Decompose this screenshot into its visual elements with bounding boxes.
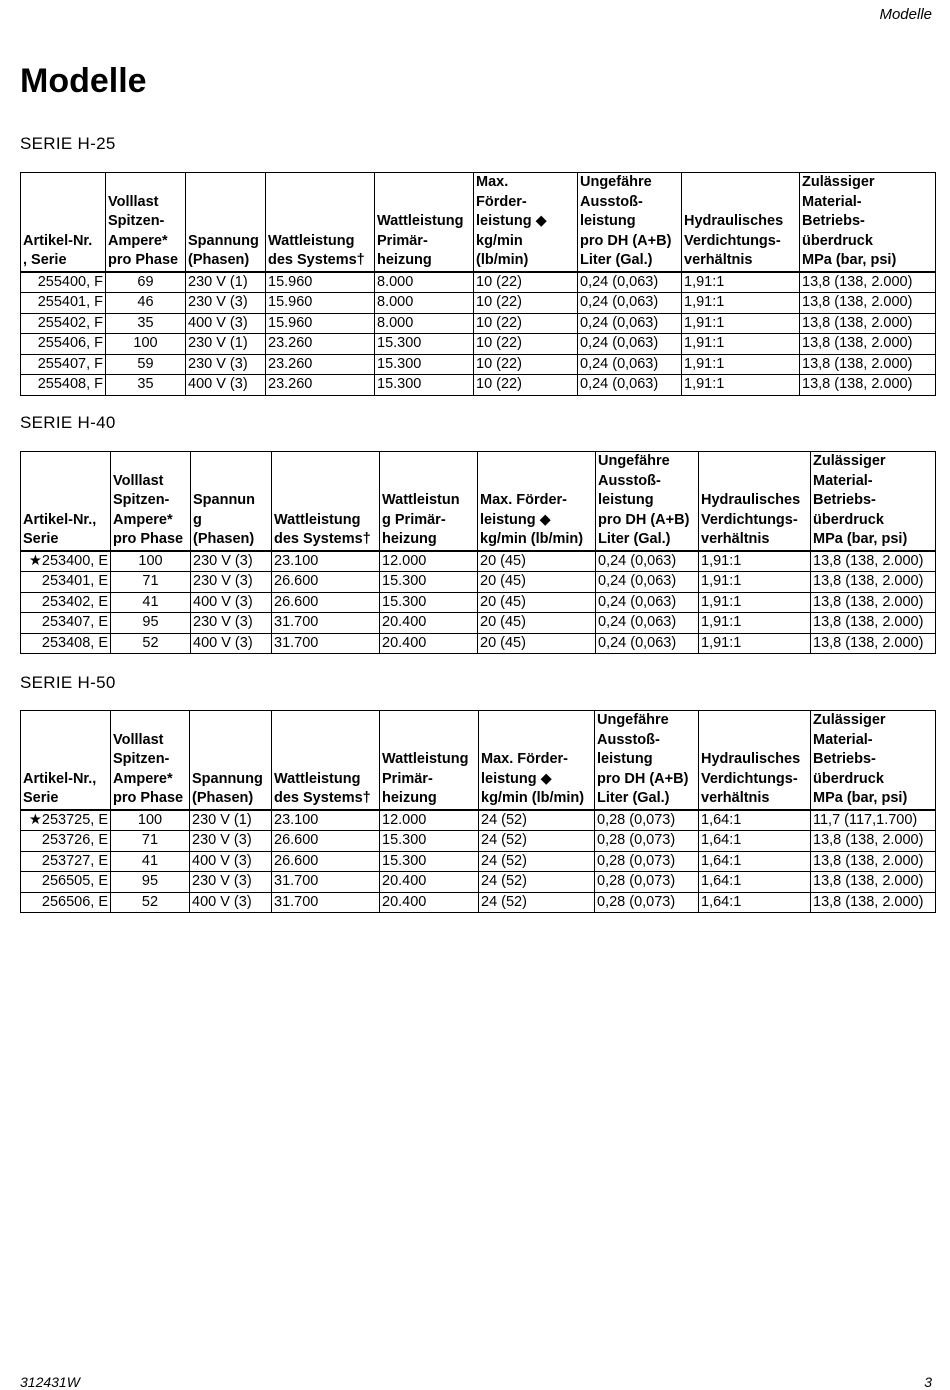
header-line: Hydraulisches	[684, 213, 784, 230]
cell-max-pressure: 13,8 (138, 2.000)	[800, 354, 936, 375]
cell-max-output: 20 (45)	[478, 633, 596, 654]
header-line: Zulässiger	[813, 453, 886, 469]
header-line: Wattleistung	[274, 770, 361, 787]
cell-peak-amps: 71	[111, 831, 190, 852]
header-line: g Primär-	[382, 511, 446, 528]
table-row	[21, 892, 936, 913]
header-line: , Serie	[23, 252, 67, 269]
cell-max-output: 10 (22)	[474, 375, 578, 396]
column-header-output-per-cycle	[596, 452, 699, 551]
header-line: kg/min (lb/min)	[481, 790, 585, 807]
cell-system-wattage: 23.100	[272, 810, 380, 831]
header-line: Max.	[476, 174, 509, 190]
cell-article-no: 255401, F	[21, 293, 106, 314]
table-row	[21, 572, 936, 593]
cell-voltage: 230 V (1)	[190, 810, 272, 831]
table-row	[21, 851, 936, 872]
header-line: MPa (bar, psi)	[802, 252, 897, 269]
header-line: Artikel-Nr.,	[23, 511, 97, 528]
header-line: leistung	[580, 213, 636, 230]
header-line: Serie	[23, 531, 59, 548]
header-line: Ungefähre	[580, 174, 652, 190]
table-header-row	[21, 173, 936, 272]
cell-max-pressure: 13,8 (138, 2.000)	[800, 293, 936, 314]
table-row	[21, 334, 936, 355]
column-header-article-no	[21, 452, 111, 551]
table-header-row	[21, 711, 936, 810]
cell-article-no: 253727, E	[21, 851, 111, 872]
cell-peak-amps: 100	[106, 334, 186, 355]
table-serie-h40	[20, 451, 936, 654]
column-header-peak-amps	[111, 711, 190, 810]
table-row	[21, 313, 936, 334]
column-header-max-output	[479, 711, 595, 810]
header-line: Spannun	[193, 492, 256, 509]
cell-peak-amps: 69	[106, 272, 186, 293]
header-line: (Phasen)	[193, 531, 255, 548]
cell-voltage: 400 V (3)	[186, 313, 266, 334]
cell-max-output: 24 (52)	[479, 810, 595, 831]
header-line: Spannung	[192, 770, 263, 787]
header-line: heizung	[382, 790, 437, 807]
header-line: Förder-	[476, 193, 527, 210]
header-line: Verdichtungs-	[701, 511, 798, 528]
cell-system-wattage: 26.600	[272, 572, 380, 593]
cell-compression-ratio: 1,91:1	[699, 551, 811, 572]
cell-peak-amps: 52	[111, 633, 191, 654]
header-line: Wattleistun	[382, 492, 460, 509]
cell-max-output: 24 (52)	[479, 892, 595, 913]
cell-output-per-cycle: 0,24 (0,063)	[596, 551, 699, 572]
cell-output-per-cycle: 0,28 (0,073)	[595, 892, 699, 913]
cell-compression-ratio: 1,91:1	[682, 334, 800, 355]
cell-compression-ratio: 1,64:1	[699, 872, 811, 893]
cell-max-output: 24 (52)	[479, 851, 595, 872]
cell-output-per-cycle: 0,28 (0,073)	[595, 872, 699, 893]
cell-max-pressure: 13,8 (138, 2.000)	[800, 375, 936, 396]
cell-max-output: 10 (22)	[474, 354, 578, 375]
series-title-h40: SERIE H-40	[20, 413, 116, 432]
running-header: Modelle	[879, 6, 932, 23]
header-line: Max. Förder-	[480, 492, 568, 509]
cell-compression-ratio: 1,91:1	[682, 272, 800, 293]
column-header-article-no	[21, 711, 111, 810]
cell-article-no: 253407, E	[21, 613, 111, 634]
cell-voltage: 230 V (3)	[186, 293, 266, 314]
cell-output-per-cycle: 0,28 (0,073)	[595, 810, 699, 831]
cell-article-no: 256505, E	[21, 872, 111, 893]
header-line: Material-	[813, 731, 873, 748]
cell-peak-amps: 46	[106, 293, 186, 314]
table-row	[21, 375, 936, 396]
column-header-peak-amps	[111, 452, 191, 551]
cell-output-per-cycle: 0,24 (0,063)	[596, 633, 699, 654]
cell-max-pressure: 13,8 (138, 2.000)	[811, 613, 936, 634]
header-line: MPa (bar, psi)	[813, 790, 908, 807]
header-line: Spitzen-	[113, 492, 170, 509]
cell-system-wattage: 31.700	[272, 872, 380, 893]
cell-peak-amps: 41	[111, 592, 191, 613]
header-line: Liter (Gal.)	[580, 252, 653, 269]
cell-max-pressure: 13,8 (138, 2.000)	[811, 592, 936, 613]
cell-article-no: 255402, F	[21, 313, 106, 334]
column-header-primary-heater-wattage	[380, 452, 478, 551]
cell-max-output: 10 (22)	[474, 313, 578, 334]
column-header-voltage	[190, 711, 272, 810]
header-line: Ungefähre	[598, 453, 670, 469]
header-line: überdruck	[813, 770, 884, 787]
cell-compression-ratio: 1,91:1	[699, 572, 811, 593]
cell-article-no: 253402, E	[21, 592, 111, 613]
cell-voltage: 230 V (3)	[191, 613, 272, 634]
header-line: Hydraulisches	[701, 492, 801, 509]
cell-max-output: 20 (45)	[478, 592, 596, 613]
column-header-max-pressure	[800, 173, 936, 272]
cell-output-per-cycle: 0,24 (0,063)	[578, 313, 682, 334]
cell-max-output: 10 (22)	[474, 272, 578, 293]
cell-system-wattage: 23.260	[266, 354, 375, 375]
column-header-compression-ratio	[682, 173, 800, 272]
cell-max-pressure: 13,8 (138, 2.000)	[811, 892, 936, 913]
cell-compression-ratio: 1,91:1	[682, 354, 800, 375]
header-line: Liter (Gal.)	[598, 531, 671, 548]
header-line: leistung ◆	[476, 213, 547, 230]
cell-output-per-cycle: 0,24 (0,063)	[596, 592, 699, 613]
column-header-output-per-cycle	[578, 173, 682, 272]
cell-voltage: 400 V (3)	[191, 633, 272, 654]
cell-article-no: 255406, F	[21, 334, 106, 355]
column-header-system-wattage	[266, 173, 375, 272]
cell-system-wattage: 26.600	[272, 851, 380, 872]
cell-max-pressure: 13,8 (138, 2.000)	[811, 851, 936, 872]
cell-system-wattage: 26.600	[272, 831, 380, 852]
cell-max-output: 24 (52)	[479, 831, 595, 852]
cell-system-wattage: 31.700	[272, 633, 380, 654]
header-line: Betriebs-	[813, 492, 876, 509]
header-line: des Systems†	[274, 531, 371, 548]
header-line: pro Phase	[108, 252, 179, 269]
cell-voltage: 230 V (3)	[190, 872, 272, 893]
table-row	[21, 831, 936, 852]
table-row	[21, 293, 936, 314]
series-title-h25: SERIE H-25	[20, 134, 116, 153]
header-line: Betriebs-	[802, 213, 865, 230]
cell-system-wattage: 15.960	[266, 313, 375, 334]
header-line: pro DH (A+B)	[597, 770, 689, 787]
cell-system-wattage: 23.100	[272, 551, 380, 572]
cell-max-pressure: 13,8 (138, 2.000)	[800, 313, 936, 334]
column-header-max-output	[478, 452, 596, 551]
cell-voltage: 230 V (3)	[190, 831, 272, 852]
cell-compression-ratio: 1,91:1	[699, 592, 811, 613]
cell-system-wattage: 15.960	[266, 293, 375, 314]
header-line: leistung ◆	[481, 770, 552, 787]
cell-max-output: 10 (22)	[474, 334, 578, 355]
cell-max-pressure: 13,8 (138, 2.000)	[800, 272, 936, 293]
cell-primary-heater-wattage: 12.000	[380, 551, 478, 572]
header-line: (Phasen)	[188, 252, 250, 269]
table-row	[21, 551, 936, 572]
column-header-primary-heater-wattage	[375, 173, 474, 272]
header-line: Ausstoß-	[598, 472, 661, 489]
cell-peak-amps: 95	[111, 613, 191, 634]
cell-peak-amps: 100	[111, 551, 191, 572]
cell-primary-heater-wattage: 20.400	[380, 613, 478, 634]
cell-peak-amps: 71	[111, 572, 191, 593]
header-line: Wattleistung	[268, 232, 355, 249]
cell-primary-heater-wattage: 15.300	[380, 592, 478, 613]
cell-compression-ratio: 1,91:1	[682, 375, 800, 396]
cell-system-wattage: 26.600	[272, 592, 380, 613]
cell-peak-amps: 59	[106, 354, 186, 375]
cell-max-output: 20 (45)	[478, 572, 596, 593]
header-line: Artikel-Nr.,	[23, 770, 97, 787]
header-line: Artikel-Nr.	[23, 232, 93, 249]
column-header-primary-heater-wattage	[380, 711, 479, 810]
column-header-max-pressure	[811, 452, 936, 551]
cell-primary-heater-wattage: 8.000	[375, 272, 474, 293]
header-line: Spitzen-	[108, 213, 165, 230]
cell-primary-heater-wattage: 12.000	[380, 810, 479, 831]
header-line: verhältnis	[701, 790, 770, 807]
cell-max-pressure: 13,8 (138, 2.000)	[811, 872, 936, 893]
cell-voltage: 400 V (3)	[191, 592, 272, 613]
cell-output-per-cycle: 0,24 (0,063)	[578, 293, 682, 314]
cell-article-no: 256506, E	[21, 892, 111, 913]
header-line: leistung	[597, 751, 653, 768]
cell-compression-ratio: 1,91:1	[699, 633, 811, 654]
header-line: Material-	[802, 193, 862, 210]
cell-output-per-cycle: 0,28 (0,073)	[595, 831, 699, 852]
cell-voltage: 230 V (3)	[191, 551, 272, 572]
header-line: Ampere*	[108, 232, 168, 249]
cell-output-per-cycle: 0,24 (0,063)	[596, 572, 699, 593]
column-header-system-wattage	[272, 711, 380, 810]
header-line: Spannung	[188, 232, 259, 249]
cell-primary-heater-wattage: 15.300	[380, 572, 478, 593]
column-header-max-pressure	[811, 711, 936, 810]
header-line: überdruck	[813, 511, 884, 528]
table-row	[21, 633, 936, 654]
header-line: Spitzen-	[113, 751, 170, 768]
cell-article-no: 253726, E	[21, 831, 111, 852]
series-title-h50: SERIE H-50	[20, 673, 116, 692]
header-line: pro DH (A+B)	[580, 232, 672, 249]
cell-system-wattage: 15.960	[266, 272, 375, 293]
cell-max-pressure: 13,8 (138, 2.000)	[811, 633, 936, 654]
column-header-peak-amps	[106, 173, 186, 272]
cell-voltage: 230 V (3)	[186, 354, 266, 375]
header-line: des Systems†	[274, 790, 371, 807]
header-line: Verdichtungs-	[701, 770, 798, 787]
column-header-voltage	[191, 452, 272, 551]
header-line: Wattleistung	[377, 213, 464, 230]
header-line: Zulässiger	[802, 174, 875, 190]
header-line: Primär-	[382, 770, 433, 787]
page-title: Modelle	[20, 62, 147, 100]
cell-max-output: 10 (22)	[474, 293, 578, 314]
table-header-row	[21, 452, 936, 551]
table-row	[21, 272, 936, 293]
cell-primary-heater-wattage: 8.000	[375, 313, 474, 334]
cell-voltage: 400 V (3)	[190, 892, 272, 913]
column-header-voltage	[186, 173, 266, 272]
cell-primary-heater-wattage: 20.400	[380, 872, 479, 893]
cell-primary-heater-wattage: 15.300	[375, 354, 474, 375]
header-line: (lb/min)	[476, 252, 529, 269]
cell-peak-amps: 35	[106, 375, 186, 396]
header-line: Primär-	[377, 232, 428, 249]
table-row	[21, 810, 936, 831]
header-line: pro Phase	[113, 790, 184, 807]
cell-max-pressure: 13,8 (138, 2.000)	[811, 831, 936, 852]
cell-primary-heater-wattage: 20.400	[380, 892, 479, 913]
cell-article-no: ★253400, E	[21, 551, 111, 572]
cell-output-per-cycle: 0,24 (0,063)	[578, 334, 682, 355]
table-row	[21, 354, 936, 375]
cell-max-pressure: 13,8 (138, 2.000)	[800, 334, 936, 355]
header-line: Volllast	[108, 193, 159, 210]
cell-article-no: 253408, E	[21, 633, 111, 654]
header-line: pro Phase	[113, 531, 184, 548]
header-line: leistung	[598, 492, 654, 509]
cell-compression-ratio: 1,91:1	[682, 313, 800, 334]
cell-primary-heater-wattage: 15.300	[380, 831, 479, 852]
cell-max-output: 24 (52)	[479, 872, 595, 893]
header-line: Hydraulisches	[701, 751, 801, 768]
cell-voltage: 230 V (1)	[186, 334, 266, 355]
header-line: heizung	[382, 531, 437, 548]
cell-max-pressure: 13,8 (138, 2.000)	[811, 551, 936, 572]
cell-system-wattage: 31.700	[272, 613, 380, 634]
cell-primary-heater-wattage: 15.300	[380, 851, 479, 872]
cell-peak-amps: 41	[111, 851, 190, 872]
cell-primary-heater-wattage: 20.400	[380, 633, 478, 654]
header-line: kg/min	[476, 232, 523, 249]
column-header-compression-ratio	[699, 711, 811, 810]
header-line: verhältnis	[701, 531, 770, 548]
page-number: 3	[924, 1374, 932, 1390]
cell-peak-amps: 95	[111, 872, 190, 893]
table-row	[21, 592, 936, 613]
cell-max-pressure: 13,8 (138, 2.000)	[811, 572, 936, 593]
cell-compression-ratio: 1,64:1	[699, 831, 811, 852]
header-line: Wattleistung	[382, 751, 469, 768]
header-line: des Systems†	[268, 252, 365, 269]
cell-system-wattage: 23.260	[266, 334, 375, 355]
cell-system-wattage: 31.700	[272, 892, 380, 913]
cell-article-no: 253401, E	[21, 572, 111, 593]
cell-system-wattage: 23.260	[266, 375, 375, 396]
document-number: 312431W	[20, 1374, 80, 1390]
header-line: heizung	[377, 252, 432, 269]
header-line: Ampere*	[113, 511, 173, 528]
cell-max-pressure: 11,7 (117,1.700)	[811, 810, 936, 831]
header-line: Zulässiger	[813, 712, 886, 728]
header-line: Max. Förder-	[481, 751, 569, 768]
cell-voltage: 400 V (3)	[186, 375, 266, 396]
header-line: Betriebs-	[813, 751, 876, 768]
cell-article-no: 255400, F	[21, 272, 106, 293]
cell-article-no: ★253725, E	[21, 810, 111, 831]
cell-peak-amps: 52	[111, 892, 190, 913]
cell-output-per-cycle: 0,28 (0,073)	[595, 851, 699, 872]
header-line: überdruck	[802, 232, 873, 249]
cell-compression-ratio: 1,64:1	[699, 892, 811, 913]
header-line: Volllast	[113, 472, 164, 489]
header-line: Volllast	[113, 731, 164, 748]
table-row	[21, 613, 936, 634]
header-line: Ausstoß-	[580, 193, 643, 210]
cell-primary-heater-wattage: 8.000	[375, 293, 474, 314]
cell-voltage: 230 V (3)	[191, 572, 272, 593]
table-row	[21, 872, 936, 893]
header-line: Material-	[813, 472, 873, 489]
cell-peak-amps: 35	[106, 313, 186, 334]
cell-output-per-cycle: 0,24 (0,063)	[578, 272, 682, 293]
header-line: Ungefähre	[597, 712, 669, 728]
cell-article-no: 255408, F	[21, 375, 106, 396]
header-line: Verdichtungs-	[684, 232, 781, 249]
header-line: pro DH (A+B)	[598, 511, 690, 528]
cell-article-no: 255407, F	[21, 354, 106, 375]
header-line: Liter (Gal.)	[597, 790, 670, 807]
table-serie-h25	[20, 172, 936, 396]
cell-output-per-cycle: 0,24 (0,063)	[578, 354, 682, 375]
header-line: g	[193, 511, 202, 528]
cell-peak-amps: 100	[111, 810, 190, 831]
header-line: verhältnis	[684, 252, 753, 269]
cell-compression-ratio: 1,64:1	[699, 851, 811, 872]
column-header-article-no	[21, 173, 106, 272]
header-line: Ampere*	[113, 770, 173, 787]
column-header-max-output	[474, 173, 578, 272]
header-line: MPa (bar, psi)	[813, 531, 908, 548]
table-serie-h50	[20, 710, 936, 913]
header-line: leistung ◆	[480, 511, 551, 528]
cell-output-per-cycle: 0,24 (0,063)	[578, 375, 682, 396]
cell-compression-ratio: 1,91:1	[699, 613, 811, 634]
cell-max-output: 20 (45)	[478, 613, 596, 634]
cell-output-per-cycle: 0,24 (0,063)	[596, 613, 699, 634]
header-line: (Phasen)	[192, 790, 254, 807]
cell-compression-ratio: 1,64:1	[699, 810, 811, 831]
header-line: Serie	[23, 790, 59, 807]
cell-compression-ratio: 1,91:1	[682, 293, 800, 314]
cell-primary-heater-wattage: 15.300	[375, 375, 474, 396]
cell-primary-heater-wattage: 15.300	[375, 334, 474, 355]
header-line: Wattleistung	[274, 511, 361, 528]
column-header-system-wattage	[272, 452, 380, 551]
column-header-compression-ratio	[699, 452, 811, 551]
header-line: kg/min (lb/min)	[480, 531, 584, 548]
cell-voltage: 400 V (3)	[190, 851, 272, 872]
cell-voltage: 230 V (1)	[186, 272, 266, 293]
cell-max-output: 20 (45)	[478, 551, 596, 572]
header-line: Ausstoß-	[597, 731, 660, 748]
column-header-output-per-cycle	[595, 711, 699, 810]
